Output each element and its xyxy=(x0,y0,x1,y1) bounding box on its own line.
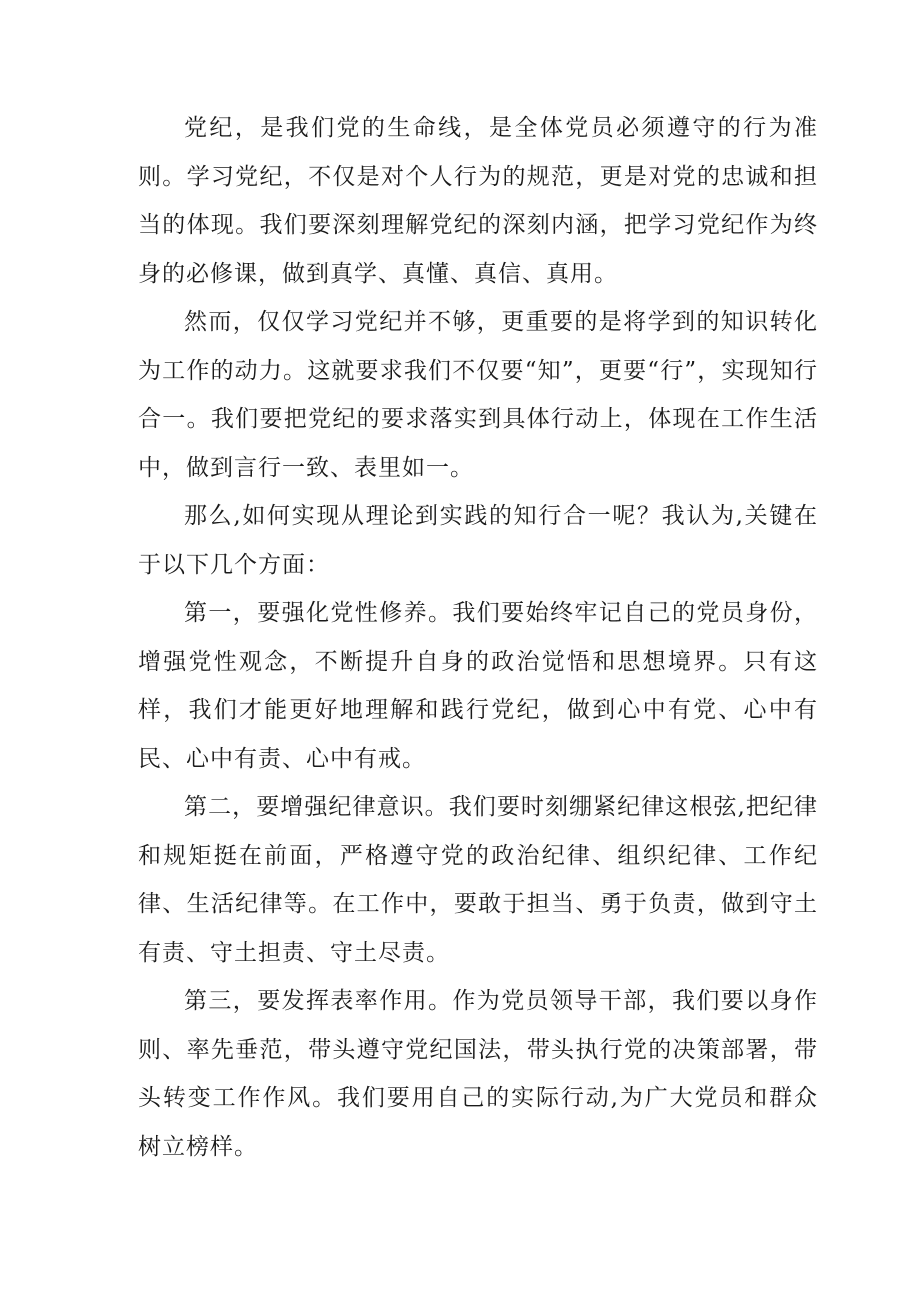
document-body xyxy=(138,104,818,1171)
paragraph-1: 党纪，是我们党的生命线，是全体党员必须遵守的行为准则。学习党纪，不仅是对个人行为的规范，更是对党的忠诚和担当的体现。我们要深刻理解党纪的深刻内涵，把学习党纪作为终身的必修课，做到真学、真懂、真信、真用。 xyxy=(138,115,818,287)
paragraph-3: 那么,如何实现从理论到实践的知行合一呢？我认为,关键在于以下几个方面： xyxy=(138,503,818,578)
paragraph-4: 第一，要强化党性修养。我们要始终牢记自己的党员身份，增强党性观念，不断提升自身的政治觉悟和思想境界。只有这样，我们才能更好地理解和践行党纪，做到心中有党、心中有民、心中有责、心中有戒。 xyxy=(138,600,818,772)
paragraph-6: 第三，要发挥表率作用。作为党员领导干部，我们要以身作则、率先垂范，带头遵守党纪国法，带头执行党的决策部署，带头转变工作作风。我们要用自己的实际行动,为广大党员和群众树立榜样。 xyxy=(138,988,818,1160)
paragraph-5: 第二，要增强纪律意识。我们要时刻绷紧纪律这根弦,把纪律和规矩挺在前面，严格遵守党的政治纪律、组织纪律、工作纪律、生活纪律等。在工作中，要敢于担当、勇于负责，做到守土有责、守土担责、守土尽责。 xyxy=(138,794,818,966)
paragraph-2: 然而，仅仅学习党纪并不够，更重要的是将学到的知识转化为工作的动力。这就要求我们不仅要“知”，更要“行”，实现知行合一。我们要把党纪的要求落实到具体行动上，体现在工作生活中，做到言行一致、表里如一。 xyxy=(138,309,818,481)
